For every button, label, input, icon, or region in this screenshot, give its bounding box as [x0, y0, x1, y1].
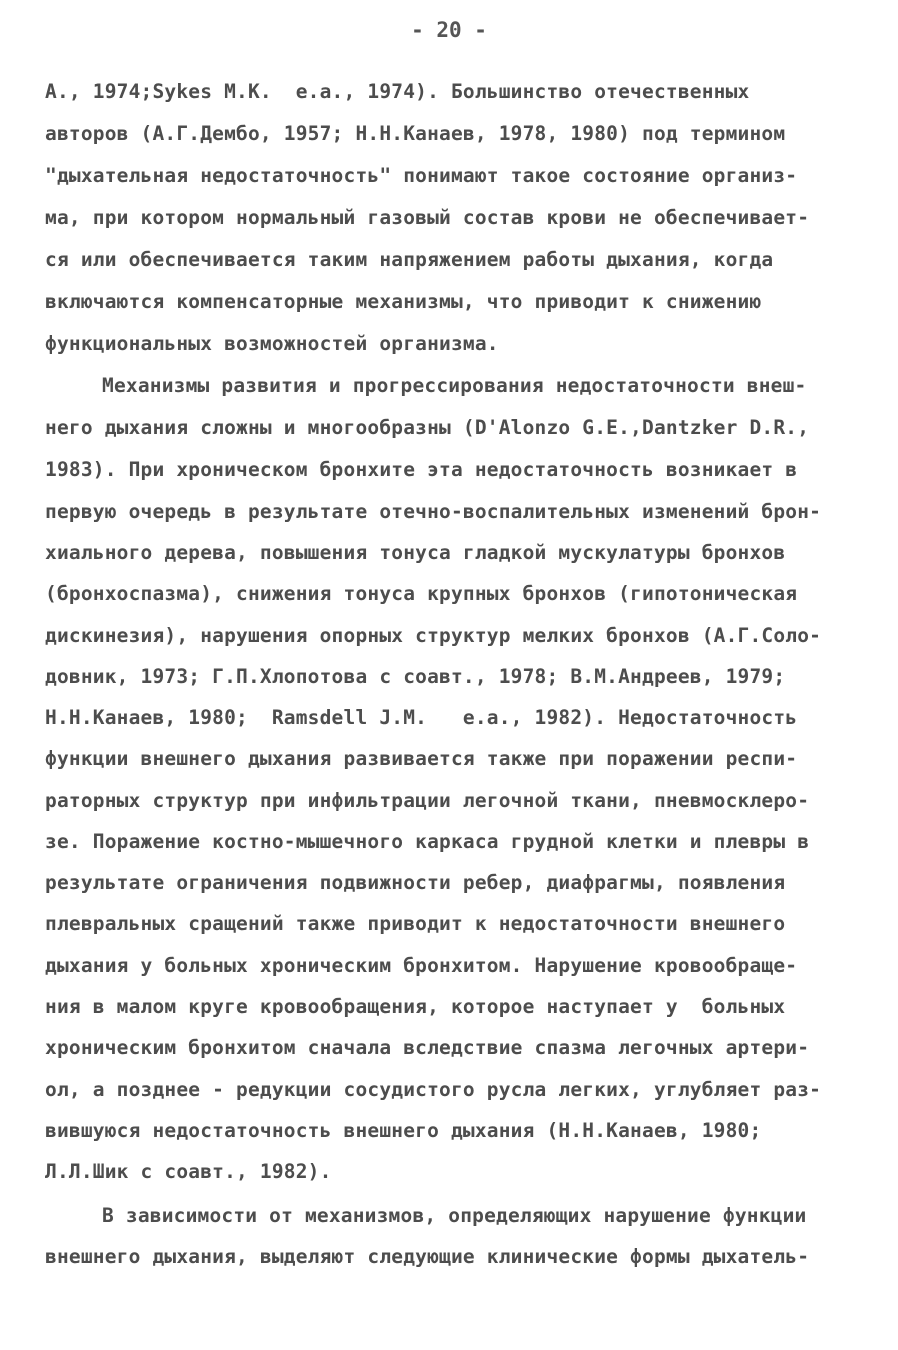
text-line: Механизмы развития и прогрессирования недостаточности внеш-: [102, 374, 807, 397]
text-line: функции внешнего дыхания развивается также при поражении респи-: [45, 747, 798, 770]
text-line: вившуюся недостаточность внешнего дыхания (Н.Н.Канаев, 1980;: [45, 1119, 762, 1142]
text-line: ся или обеспечивается таким напряжением работы дыхания, когда: [45, 248, 774, 271]
text-line: зе. Поражение костно-мышечного каркаса грудной клетки и плевры в: [45, 830, 810, 853]
text-line: довник, 1973; Г.П.Хлопотова с соавт., 1978; В.М.Андреев, 1979;: [45, 665, 786, 688]
text-line: дискинезия), нарушения опорных структур мелких бронхов (А.Г.Соло-: [45, 624, 822, 647]
text-line: результате ограничения подвижности ребер, диафрагмы, появления: [45, 871, 786, 894]
text-line: В зависимости от механизмов, определяющих нарушение функции: [102, 1204, 807, 1227]
text-line: ол, а позднее - редукции сосудистого русла легких, углубляет раз-: [45, 1078, 822, 1101]
page-number: - 20 -: [411, 18, 487, 42]
text-line: А., 1974;Sykes M.K. e.a., 1974). Большинство отечественных: [45, 80, 750, 103]
text-line: ма, при котором нормальный газовый состав крови не обеспечивает-: [45, 206, 810, 229]
text-line: него дыхания сложны и многообразны (D'Alonzo G.E.,Dantzker D.R.,: [45, 416, 810, 439]
text-line: первую очередь в результате отечно-воспалительных изменений брон-: [45, 500, 822, 523]
text-line: Н.Н.Канаев, 1980; Ramsdell J.M. e.a., 1982). Недостаточность: [45, 706, 798, 729]
text-line: внешнего дыхания, выделяют следующие клинические формы дыхатель-: [45, 1245, 810, 1268]
text-line: плевральных сращений также приводит к недостаточности внешнего: [45, 912, 786, 935]
text-line: раторных структур при инфильтрации легочной ткани, пневмосклеро-: [45, 789, 810, 812]
text-line: 1983). При хроническом бронхите эта недостаточность возникает в: [45, 458, 798, 481]
text-line: ния в малом круге кровообращения, которое наступает у больных: [45, 995, 786, 1018]
text-line: авторов (А.Г.Дембо, 1957; Н.Н.Канаев, 1978, 1980) под термином: [45, 122, 786, 145]
text-line: дыхания у больных хроническим бронхитом. Нарушение кровообраще-: [45, 954, 798, 977]
text-line: Л.Л.Шик с соавт., 1982).: [45, 1160, 332, 1183]
text-line: функциональных возможностей организма.: [45, 332, 499, 355]
text-line: хроническим бронхитом сначала вследствие спазма легочных артери-: [45, 1036, 810, 1059]
text-line: "дыхательная недостаточность" понимают такое состояние организ-: [45, 164, 798, 187]
text-line: включаются компенсаторные механизмы, что приводит к снижению: [45, 290, 762, 313]
text-line: хиального дерева, повышения тонуса гладкой мускулатуры бронхов: [45, 541, 786, 564]
text-line: (бронхоспазма), снижения тонуса крупных бронхов (гипотоническая: [45, 582, 798, 605]
